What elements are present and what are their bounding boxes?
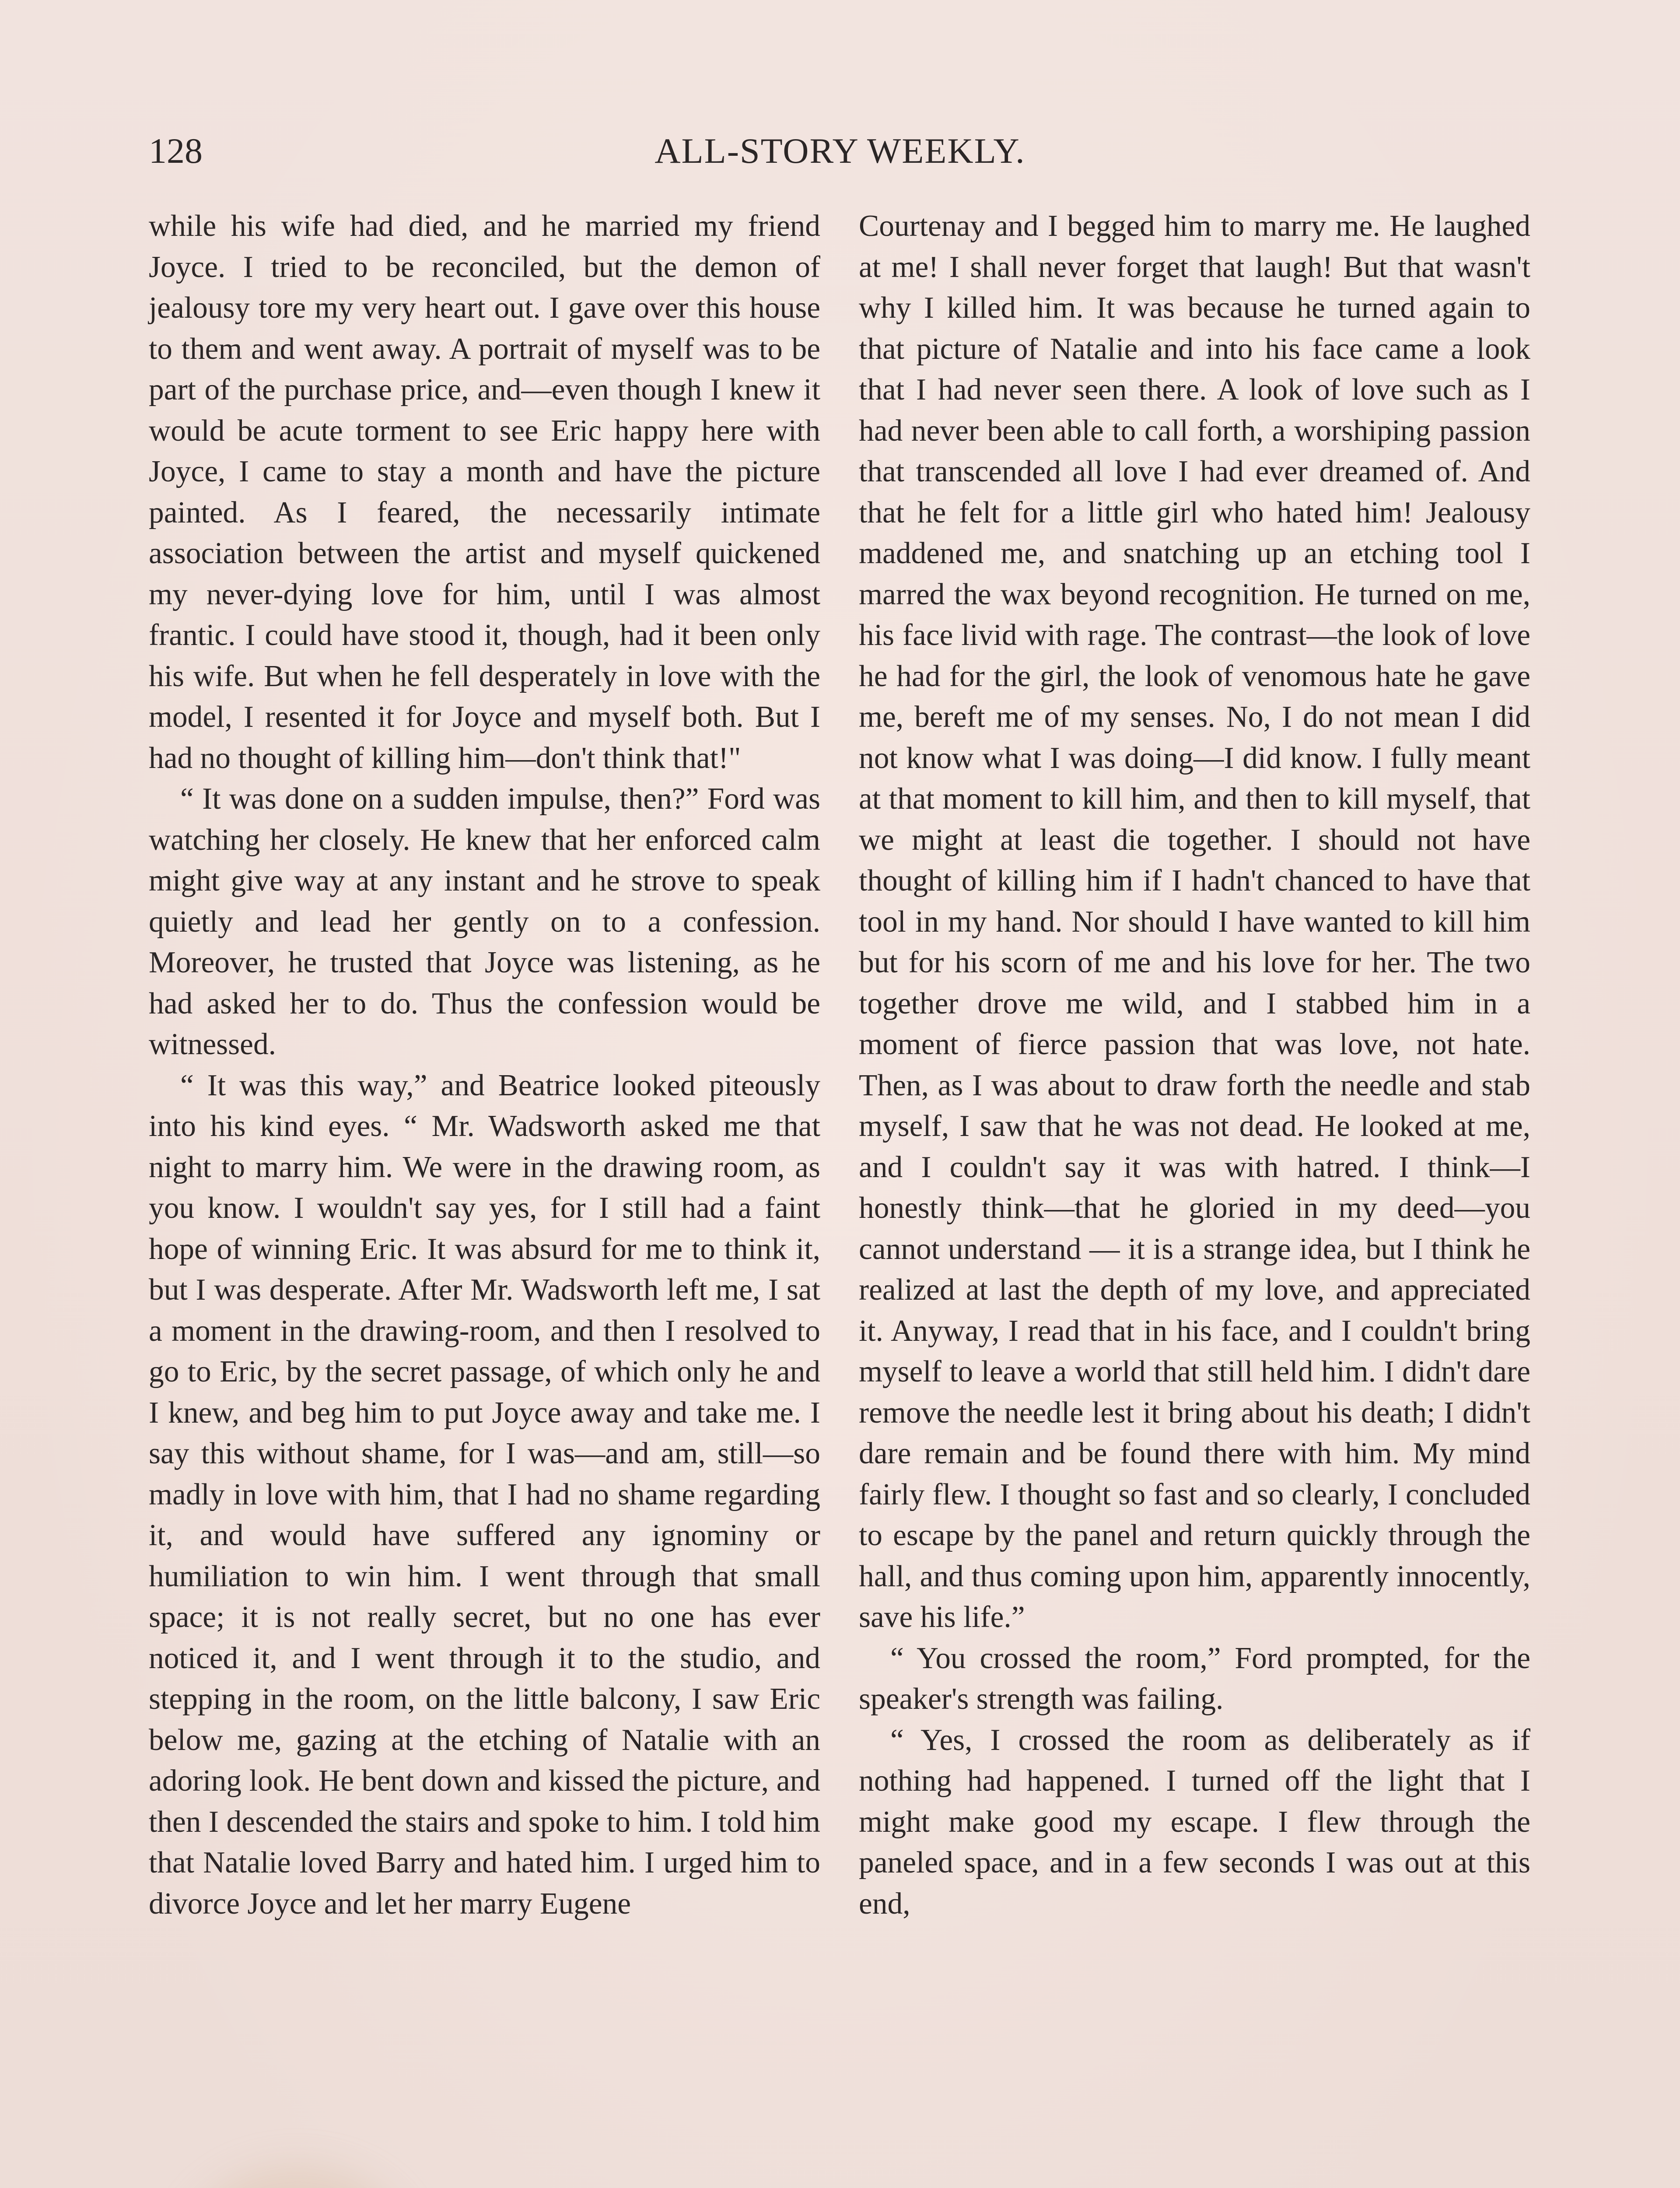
paragraph: “ It was done on a sudden impulse, then?” Ford was watching her closely. He knew that her enforced calm might give way at any instant and he strove to speak quietly and lead her gently on to a confession. Moreover, he trusted that Joyce was listening, as he had asked her to do. Thus the confession would be witnessed. xyxy=(149,782,820,1061)
paragraph: “ It was this way,” and Beatrice looked piteously into his kind eyes. “ Mr. Wadsworth asked me that night to marry him. We were in the drawing room, as you know. I wouldn't say yes, for I still had a faint hope of winning Eric. It was absurd for me to think it, but I was desperate. After Mr. Wadsworth left me, I sat a moment in the drawing-room, and then I resolved to go to Eric, by the secret passage, of which only he and I knew, and beg him to put Joyce away and take me. I say this without shame, for I was—and am, still—so madly in love with him, that I had no shame regarding it, and would have suffered any ignominy or humiliation to win him. I went through that small space; it is not really secret, but no one has ever noticed it, and I went through it to the studio, and stepping in the room, on the little balcony, I saw Eric below me, gazing at the etching of Natalie with an adoring look. He bent down and kissed the picture, and then I descended the stairs and spoke to him. I told him that Natalie loved Barry and hated him. I urged him to divorce Joyce and let her marry Eugene xyxy=(149,1068,820,1921)
paragraph: while his wife had died, and he married my friend Joyce. I tried to be reconciled, but the demon of jealousy tore my very heart out. I gave over this house to them and went away. A portrait of myself was to be part of the purchase price, and—even though I knew it would be acute torment to see Eric happy here with Joyce, I came to stay a month and have the picture painted. As I feared, the necessarily intimate association between the artist and myself quickened my never-dying love for him, until I was almost frantic. I could have stood it, though, had it been only his wife. But when he fell desperately in love with the model, I resented it for Joyce and myself both. But I had no thought of killing him—don't think that!" xyxy=(149,209,820,775)
paragraph: “ You crossed the room,” Ford prompted, for the speaker's strength was failing. xyxy=(859,1641,1530,1716)
text-column-left xyxy=(149,206,820,1924)
page-number: 128 xyxy=(149,131,203,171)
paper-stain xyxy=(184,2166,411,2188)
page-header xyxy=(149,125,1531,182)
paragraph: Courtenay and I begged him to marry me. He laughed at me! I shall never forget that laugh! But that wasn't why I killed him. It was because he turned again to that picture of Natalie and into his face came a look that I had never seen there. A look of love such as I had never been able to call forth, a worshiping passion that transcended all love I had ever dreamed of. And that he felt for a little girl who hated him! Jealousy maddened me, and snatching up an etching tool I marred the wax beyond recognition. He turned on me, his face livid with rage. The contrast—the look of love he had for the girl, the look of venomous hate he gave me, bereft me of my senses. No, I do not mean I did not know what I was doing—I did know. I fully meant at that moment to kill him, and then to kill myself, that we might at least die together. I should not have thought of killing him if I hadn't chanced to have that tool in my hand. Nor should I have wanted to kill him but for his scorn of me and his love for her. The two together drove me wild, and I stabbed him in a moment of fierce passion that was love, not hate. Then, as I was about to draw forth the needle and stab myself, I saw that he was not dead. He looked at me, and I couldn't say it was with hatred. I think—I honestly think—that he gloried in my deed—you cannot understand — it is a strange idea, but I think he realized at last the depth of my love, and appreciated it. Anyway, I read that in his face, and I couldn't bring myself to leave a world that still held him. I didn't dare remove the needle lest it bring about his death; I didn't dare remain and be found there with him. My mind fairly flew. I thought so fast and so clearly, I concluded to escape by the panel and return quickly through the hall, and thus coming upon him, apparently innocently, save his life.” xyxy=(859,209,1530,1634)
running-head: ALL-STORY WEEKLY. xyxy=(654,131,1026,171)
text-column-right xyxy=(859,206,1530,1924)
paragraph: “ Yes, I crossed the room as deliberately as if nothing had happened. I turned off the light that I might make good my escape. I flew through the paneled space, and in a few seconds I was out at this end, xyxy=(859,1723,1530,1921)
